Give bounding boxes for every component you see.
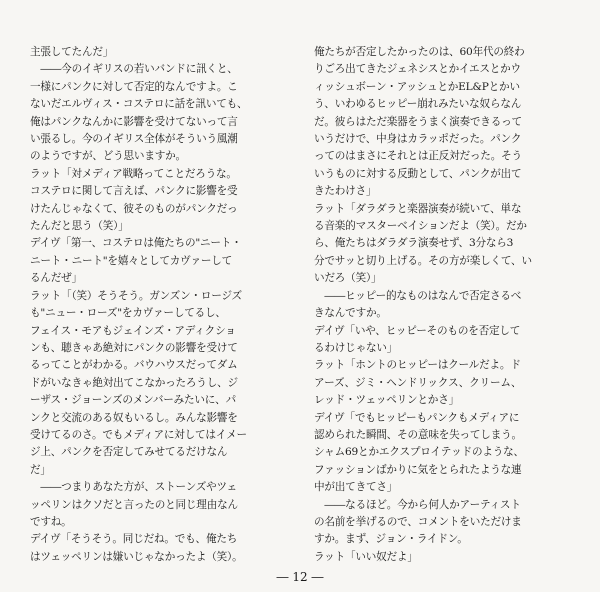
text-line: るわけじゃない」: [314, 341, 398, 354]
text-line: たんだと思う（笑）」: [30, 220, 129, 233]
text-line: 俺たちが否定したかったのは、60年代の終わ: [314, 46, 525, 58]
text-line: きなんですか。: [314, 307, 387, 320]
text-line: ラット「対メディア戦略ってことだろうな。: [30, 167, 237, 180]
text-line: ないだエルヴィス・コステロに話を訊いても、: [30, 98, 248, 111]
text-line: ら、俺たちはダラダラ演奏せず、3分なら3: [314, 237, 514, 250]
text-line: いうものに対する反動として、パンクが出て: [314, 167, 522, 180]
text-line: ――今のイギリスの若いバンドに訊くと、: [30, 63, 238, 76]
text-line: るってことがわかる。バウハウスだってダム: [30, 359, 238, 372]
text-line: ――ヒッピー的なものはなんで否定さるべ: [314, 289, 522, 302]
text-line: ラット「ダラダラと楽器演奏が続いて、単な: [314, 202, 522, 215]
text-line: デイヴ「でもヒッピーもパンクもメディアに: [314, 411, 520, 424]
text-line: 主張してたんだ」: [30, 46, 114, 58]
text-line: レッド・ツェッペリンとかさ」: [314, 394, 459, 407]
text-line: るんだぜ」: [30, 272, 82, 285]
right-text-column: [314, 44, 576, 566]
text-line: のようですが、どう思いますか。: [30, 150, 186, 163]
text-line: だ。彼らはただ楽器をうまく演奏できるって: [314, 115, 522, 128]
text-line: ってのはまさにそれとは正反対だった。そう: [314, 150, 522, 163]
text-line: ンも、聴きゃあ絶対にパンクの影響を受けて: [30, 341, 238, 354]
text-line: る音楽的マスターベイションだよ（笑）。だか: [314, 220, 527, 233]
text-line: きたわけさ」: [314, 185, 377, 198]
text-line: ラット「ホントのヒッピーはクールだよ。ド: [314, 359, 521, 372]
page-number: ― 12 ―: [276, 570, 324, 584]
text-line: ジ上、パンクを否定してみせてるだけなん: [30, 446, 228, 459]
text-line: シャム69とかエクスプロイテッドのような、: [314, 446, 524, 459]
text-line: アーズ、ジミ・ヘンドリックス、クリーム、: [314, 376, 522, 389]
text-line: 俺はパンクなんかに影響を受けてないって言: [30, 115, 238, 128]
text-line: コステロに関して言えば、パンクに影響を受: [30, 185, 238, 198]
text-line: 一様にパンクに対して否定的なんですよ。こ: [30, 80, 238, 93]
text-line: 分でサッと切り上げる。その方が楽しくて、い: [314, 254, 532, 267]
text-line: すか。まず、ジョン・ライドン。: [314, 533, 468, 546]
text-line: ドがいなきゃ絶対出てこなかったろうし、ジ: [30, 376, 238, 389]
text-line: ンクと交流のある奴もいるし。みんな影響を: [30, 411, 238, 424]
text-line: ――つまりあなた方が、ストーンズやツェ: [30, 481, 237, 494]
text-line: ――なるほど。今から何人かアーティスト: [314, 498, 521, 511]
text-line: ィッシュボーン・アッシュとかEL&Pとかい: [314, 80, 520, 93]
text-line: ッペリンはクソだと言ったのと同じ理由なん: [30, 498, 238, 511]
text-line: 認められた瞬間、その意味を失ってしまう。: [314, 428, 522, 441]
text-line: はツェッペリンは嫌いじゃなかったよ（笑）。: [30, 550, 243, 563]
text-line: も"ニュー・ローズ"をカヴァーしてるし、: [30, 307, 226, 320]
text-line: けたんじゃなくて、彼そのものがパンクだっ: [30, 202, 238, 215]
text-line: いうだけで、中身はカラッポだった。パンク: [314, 133, 522, 146]
text-line: デイヴ「そうそう。同じだね。でも、俺たち: [30, 533, 238, 546]
text-line: の名前を挙げるので、コメントをいただけま: [314, 515, 522, 528]
text-line: 受けてるのさ。でもメディアに対してはイメー: [30, 428, 247, 441]
text-line: デイヴ「いや、ヒッピーそのものを否定して: [314, 324, 521, 337]
text-line: ニート・ニート"を嬉々としてカヴァーして: [30, 254, 233, 267]
text-line: う、いわゆるヒッピー崩れみたいな奴らなん: [314, 98, 522, 111]
text-line: 中が出てきてさ」: [314, 481, 398, 494]
text-line: フェイス・モアもジェインズ・アディクショ: [30, 324, 236, 337]
text-line: ラット「（笑）そうそう。ガンズン・ロージズ: [30, 289, 242, 302]
text-line: りごろ出てきたジェネシスとかイエスとかウ: [314, 63, 521, 76]
text-line: い張るし。今のイギリス全体がそういう風潮: [30, 133, 238, 146]
text-line: ラット「いい奴だよ」: [314, 550, 418, 563]
text-line: だ」: [30, 463, 51, 476]
text-line: デイヴ「第一、コステロは俺たちの"ニート・: [30, 237, 242, 250]
text-line: ーザス・ジョーンズのメンバーみたいに、パ: [30, 394, 236, 407]
text-line: ですね。: [30, 515, 72, 528]
text-line: いだろ（笑）」: [314, 272, 382, 285]
left-text-column: [30, 44, 292, 566]
text-line: ファッションばかりに気をとられたような連: [314, 463, 522, 476]
